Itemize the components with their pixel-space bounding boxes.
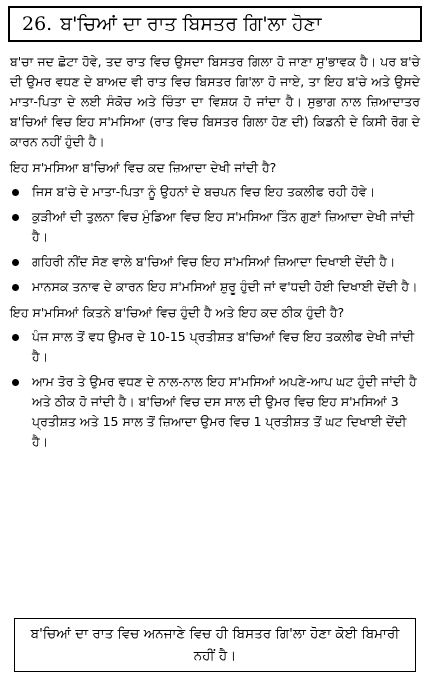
list-item: ਆਮ ਤੋਰ ਤੇ ਉਮਰ ਵਧਣ ਦੇ ਨਾਲ-ਨਾਲ ਇਹ ਸ'ਮਸਿਆਂ ਅਪਣੇ-ਆਪ ਘਟ ਹੁੰਦੀ ਜਾਂਦੀ ਹੈ ਅਤੇ ਠੀਕ ਹੋ ਜਾਂਦੀ ਹੈ। ਬ'ਚਿਆਂ ਵਿਚ ਦਸ ਸਾਲ ਦੀ ਉਮਰ ਵਿਚ ਇਹ ਸ'ਮਸਿਆਂ 3 ਪ੍ਰਤੀਸ਼ਤ ਅਤੇ 15 ਸਾਲ ਤੋਂ ਜ਼ਿਆਦਾ ਉਮਰ ਵਿਚ 1 ਪ੍ਰਤੀਸ਼ਤ ਤੋਂ ਘਟ ਦਿਖਾਈ ਦੇਂਦੀ ਹੈ। [8,372,422,452]
list-item: ਕੁੜੀਆਂ ਦੀ ਤੁਲਨਾ ਵਿਚ ਮੁੰਡਿਆ ਵਿਚ ਇਹ ਸ'ਮਸਿਆ ਤਿੰਨ ਗੁਣਾਂ ਜ਼ਿਆਦਾ ਦੇਖੀ ਜਾਂਦੀ ਹੈ। [8,207,422,247]
bullet-icon [12,284,19,291]
chapter-number: 26. [22,13,53,35]
bullet-icon [12,334,19,341]
section-question-2: ਇਹ ਸ'ਮਸਿਆਂ ਕਿਤਨੇ ਬ'ਚਿਆਂ ਵਿਚ ਹੁੰਦੀ ਹੈ ਅਤੇ ਇਹ ਕਦ ਠੀਕ ਹੁੰਦੀ ਹੈ? [10,305,345,320]
intro-paragraph: ਬ'ਚਾ ਜਦ ਛੋਟਾ ਹੋਵੇ, ਤਦ ਰਾਤ ਵਿਚ ਉਸਦਾ ਬਿਸਤਰ ਗਿਲਾ ਹੋ ਜਾਣਾ ਸੁ'ਭਾਵਕ ਹੈ। ਪਰ ਬ'ਚੇ ਦੀ ਉਮਰ ਵਧਣ ਦੇ ਬਾਅਦ ਵੀ ਰਾਤ ਵਿਚ ਬਿਸਤਰ ਗਿ'ਲਾ ਹੋ ਜਾਏ, ਤਾ ਇਹ ਬ'ਚੇ ਅਤੇ ਉਸਦੇ ਮਾਤਾ-ਪਿਤਾ ਦੇ ਲਈ ਸੰਕੋਚ ਅਤੇ ਚਿੰਤਾ ਦਾ ਵਿਸ਼ਯ ਹੋ ਜਾਂਦਾ ਹੈ। ਸੁਭਾਗ ਨਾਲ ਜ਼ਿਆਦਾਤਰ ਬ'ਚਿਆਂ ਵਿਚ ਇਹ ਸ'ਮਸਿਆ (ਰਾਤ ਵਿਚ ਬਿਸਤਰ ਗਿਲਾ ਹੋਣ ਦੀ) ਕਿਡਨੀ ਦੇ ਕਿਸੀ ਰੋਗ ਦੇ ਕਾਰਨ ਨਹੀਂ ਹੁੰਦੀ ਹੈ। [10,54,420,149]
key-note-text: ਬ'ਚਿਆਂ ਦਾ ਰਾਤ ਵਿਚ ਅਨਜਾਣੇ ਵਿਚ ਹੀ ਬਿਸਤਰ ਗਿ'ਲਾ ਹੋਣਾ ਕੋਈ ਬਿਮਾਰੀ ਨਹੀਂ ਹੈ। [30,626,400,664]
bullet-icon [12,214,19,221]
list-item: ਜਿਸ ਬ'ਚੇ ਦੇ ਮਾਤਾ-ਪਿਤਾ ਨੂੰ ਉਹਨਾਂ ਦੇ ਬਚਪਨ ਵਿਚ ਇਹ ਤਕਲੀਫ ਰਹੀ ਹੋਵੇ। [8,182,422,202]
bullet-icon [12,259,19,266]
bullet-icon [12,379,19,386]
bullet-icon [12,189,19,196]
list-item: ਪੰਜ ਸਾਲ ਤੋਂ ਵਧ ਉਮਰ ਦੇ 10-15 ਪ੍ਰਤੀਸ਼ਤ ਬ'ਚਿਆਂ ਵਿਚ ਇਹ ਤਕਲੀਫ ਦੇਖੀ ਜਾਂਦੀ ਹੈ। [8,327,422,367]
list-item: ਮਾਨਸਕ ਤਨਾਵ ਦੇ ਕਾਰਨ ਇਹ ਸ'ਮਸਿਆਂ ਸ਼ੁਰੂ ਹੁੰਦੀ ਜਾਂ ਵ'ਧਦੀ ਹੋਈ ਦਿਖਾਈ ਦੇਂਦੀ ਹੈ। [8,277,422,297]
bullet-list-1 [8,182,422,297]
list-item: ਗਹਿਰੀ ਨੀਂਦ ਸੋਣ ਵਾਲੇ ਬ'ਚਿਆਂ ਵਿਚ ਇਹ ਸ'ਮਸਿਆਂ ਜ਼ਿਆਦਾ ਦਿਖਾਈ ਦੇਂਦੀ ਹੈ। [8,252,422,272]
section-question-1: ਇਹ ਸ'ਮਸਿਆ ਬ'ਚਿਆਂ ਵਿਚ ਕਦ ਜ਼ਿਆਦਾ ਦੇਖੀ ਜਾਂਦੀ ਹੈ? [10,160,277,175]
chapter-title: ਬ'ਚਿਆਂ ਦਾ ਰਾਤ ਬਿਸਤਰ ਗਿ'ਲਾ ਹੋਣਾ [60,13,322,35]
key-note-box [14,618,416,672]
chapter-title-box [8,6,422,42]
bullet-list-2 [8,327,422,452]
